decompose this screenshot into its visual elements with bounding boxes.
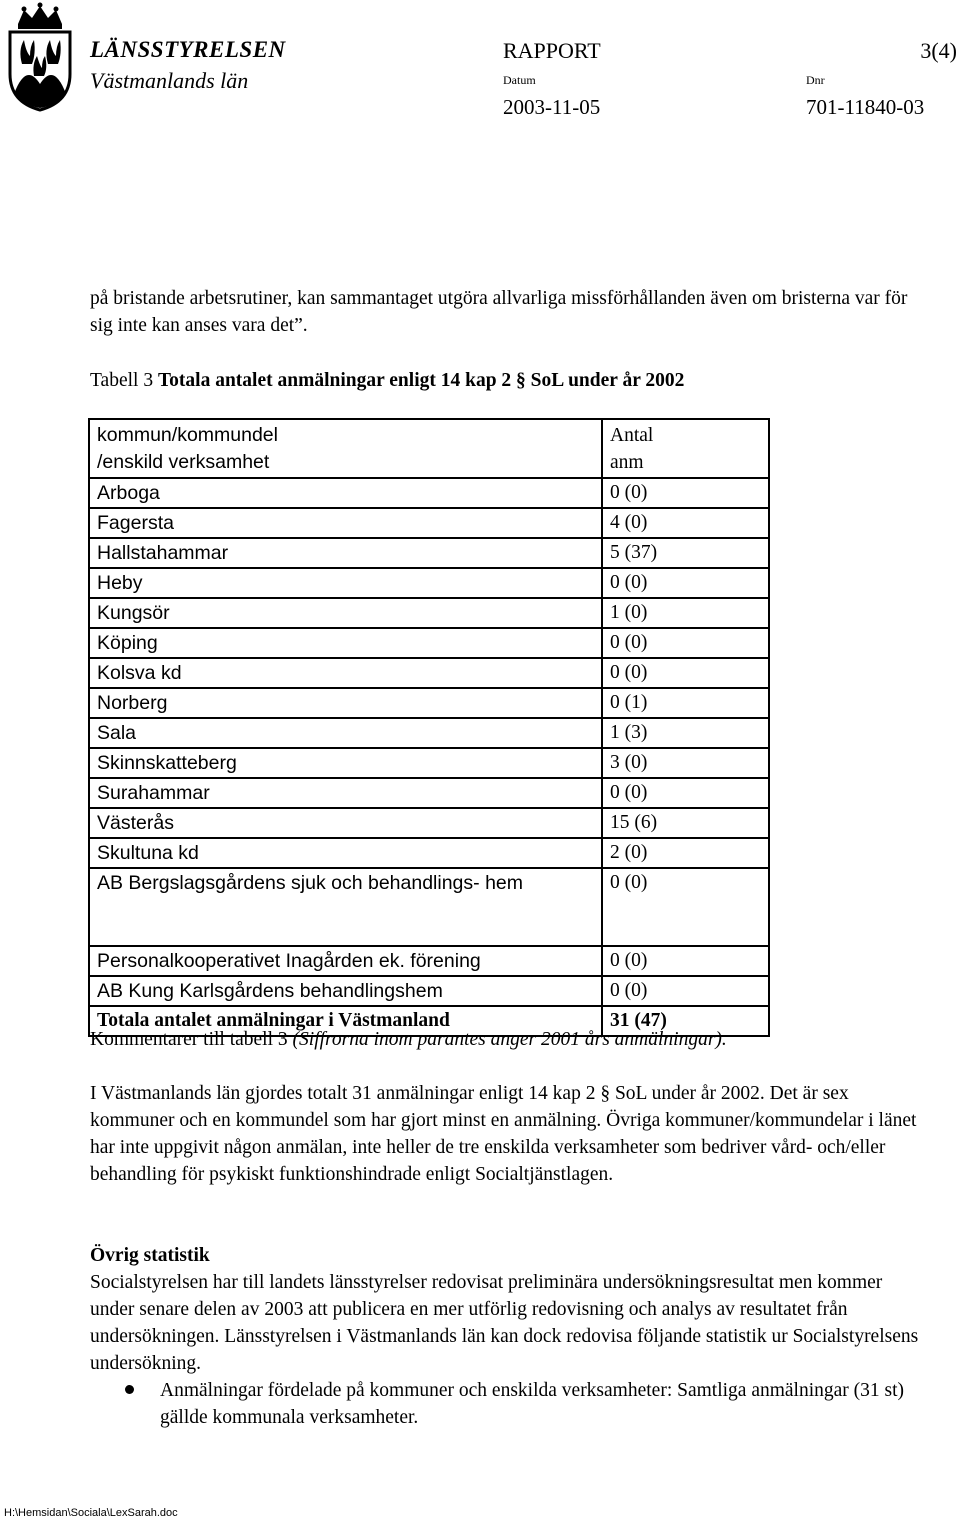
table-row bbox=[89, 568, 769, 598]
municipality-cell: Västerås bbox=[89, 808, 602, 838]
municipality-cell: Hallstahammar bbox=[89, 538, 602, 568]
municipality-cell: Heby bbox=[89, 568, 602, 598]
intro-paragraph: på bristande arbetsrutiner, kan sammantaget utgöra allvarliga missförhållanden även om bristerna var för sig inte kan anses vara det”. bbox=[90, 288, 908, 336]
date-value: 2003-11-05 bbox=[503, 95, 601, 119]
bullet-icon bbox=[125, 1385, 134, 1394]
municipality-cell: Kolsva kd bbox=[89, 658, 602, 688]
organization-name: LÄNSSTYRELSEN bbox=[90, 37, 286, 62]
municipality-cell: Personalkooperativet Inagården ek. förening bbox=[89, 946, 602, 976]
table-row bbox=[89, 478, 769, 508]
table-caption-title: Totala antalet anmälningar enligt 14 kap 2 § SoL under år 2002 bbox=[157, 370, 685, 391]
table-row bbox=[89, 508, 769, 538]
registration-number-value: 701-11840-03 bbox=[806, 95, 925, 119]
table-row bbox=[89, 628, 769, 658]
header-col1-line1: kommun/kommundel bbox=[97, 424, 278, 446]
table-row bbox=[89, 538, 769, 568]
table-row bbox=[89, 868, 769, 946]
table-caption bbox=[90, 367, 930, 394]
count-cell: 1 (0) bbox=[602, 598, 769, 628]
section-heading: Övrig statistik bbox=[90, 1245, 210, 1266]
date-label: Datum bbox=[503, 73, 536, 87]
count-cell: 0 (0) bbox=[602, 868, 769, 946]
count-cell: 0 (0) bbox=[602, 946, 769, 976]
count-cell: 0 (0) bbox=[602, 778, 769, 808]
count-cell: 5 (37) bbox=[602, 538, 769, 568]
table-row bbox=[89, 748, 769, 778]
municipality-cell: Norberg bbox=[89, 688, 602, 718]
table-comment-note: (Siffrorna inom parantes anger 2001 års anmälningar). bbox=[292, 1029, 727, 1050]
municipality-cell: AB Kung Karlsgårdens behandlingshem bbox=[89, 976, 602, 1006]
municipality-cell: Sala bbox=[89, 718, 602, 748]
count-cell: 15 (6) bbox=[602, 808, 769, 838]
municipality-cell: Fagersta bbox=[89, 508, 602, 538]
table-row bbox=[89, 688, 769, 718]
count-cell: 3 (0) bbox=[602, 748, 769, 778]
page-number: 3(4) bbox=[920, 38, 957, 63]
table-row bbox=[89, 598, 769, 628]
table-header-count bbox=[602, 419, 769, 478]
count-cell: 4 (0) bbox=[602, 508, 769, 538]
header-col1-line2: /enskild verksamhet bbox=[97, 451, 270, 473]
table-row bbox=[89, 838, 769, 868]
reports-table bbox=[88, 418, 770, 1037]
municipality-cell: Köping bbox=[89, 628, 602, 658]
municipality-cell: Skultuna kd bbox=[89, 838, 602, 868]
header-col2-line2: anm bbox=[610, 452, 644, 473]
table-caption-prefix: Tabell 3 bbox=[90, 370, 154, 391]
count-cell: 0 (0) bbox=[602, 568, 769, 598]
count-cell: 0 (0) bbox=[602, 658, 769, 688]
table-row bbox=[89, 808, 769, 838]
document-type: RAPPORT bbox=[503, 38, 601, 63]
summary-paragraph: I Västmanlands län gjordes totalt 31 anmälningar enligt 14 kap 2 § SoL under år 2002. Det är sex kommuner och en kommundel som har gjort minst en anmälning. Övriga kommuner/kommundelar i länet har inte uppgivit någon anmälan, inte heller de tre enskilda verksamheter som bedriver vård- och/eller behandling för psykiskt funktionshindrade enligt Socialtjänstlagen. bbox=[90, 1083, 917, 1185]
municipality-cell: Surahammar bbox=[89, 778, 602, 808]
count-cell: 0 (1) bbox=[602, 688, 769, 718]
registration-number-label: Dnr bbox=[806, 73, 825, 87]
count-cell: 2 (0) bbox=[602, 838, 769, 868]
table-row bbox=[89, 976, 769, 1006]
footer-file-path: H:\Hemsidan\Sociala\LexSarah.doc bbox=[4, 1507, 178, 1519]
organization-county: Västmanlands län bbox=[90, 68, 249, 93]
table-row bbox=[89, 778, 769, 808]
municipality-cell: Arboga bbox=[89, 478, 602, 508]
table-row bbox=[89, 718, 769, 748]
table-comment bbox=[90, 1026, 930, 1053]
count-cell: 0 (0) bbox=[602, 628, 769, 658]
count-cell: 1 (3) bbox=[602, 718, 769, 748]
statistics-paragraph: Socialstyrelsen har till landets länsstyrelser redovisat preliminära undersökningsresultat men kommer under senare delen av 2003 att publicera en mer utförlig redovisning och analys av resultatet från undersökningen. Länsstyrelsen i Västmanlands län kan dock redovisa följande statistik ur Socialstyrelsens undersökning. bbox=[90, 1272, 919, 1374]
bullet-item: Anmälningar fördelade på kommuner och enskilda verksamheter: Samtliga anmälningar (31 st) gällde kommunala verksamheter. bbox=[160, 1380, 905, 1428]
municipality-cell: Skinnskatteberg bbox=[89, 748, 602, 778]
table-row bbox=[89, 658, 769, 688]
table-header-municipality bbox=[89, 419, 602, 478]
county-crest-logo bbox=[4, 2, 76, 112]
table-comment-prefix: Kommentarer till tabell 3 bbox=[90, 1029, 288, 1050]
municipality-cell: Kungsör bbox=[89, 598, 602, 628]
count-cell: 0 (0) bbox=[602, 976, 769, 1006]
table-header-row bbox=[89, 419, 769, 478]
table-row bbox=[89, 946, 769, 976]
total-label-cell: Totala antalet anmälningar i Västmanland bbox=[89, 1006, 602, 1036]
count-cell: 0 (0) bbox=[602, 478, 769, 508]
header-col2-line1: Antal bbox=[610, 425, 654, 446]
municipality-cell: AB Bergslagsgårdens sjuk och behandlings- hem bbox=[89, 868, 602, 946]
total-value-cell: 31 (47) bbox=[602, 1006, 769, 1036]
